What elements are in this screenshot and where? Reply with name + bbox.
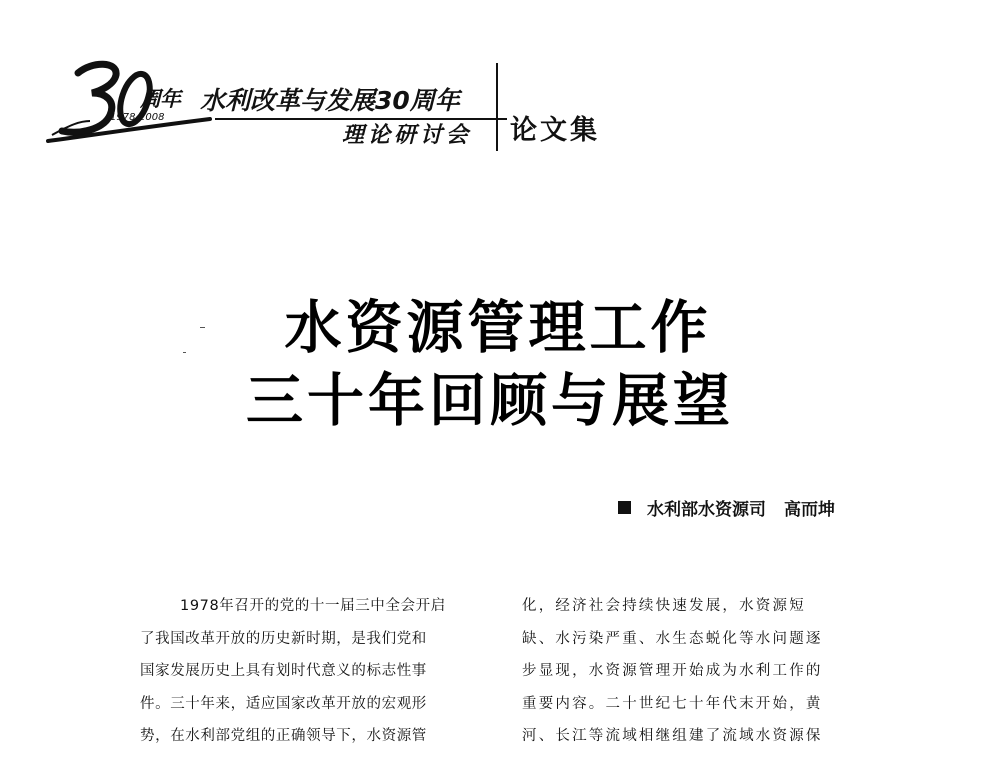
body-line: 件。三十年来，适应国家改革开放的宏观形 xyxy=(140,695,427,712)
conference-title: 水利改革与发展30周年 xyxy=(200,86,460,115)
author-byline xyxy=(618,495,835,520)
body-line: 重要内容。二十世纪七十年代末开始，黄 xyxy=(522,695,823,712)
logo-years: 1978-2008 xyxy=(110,112,165,123)
body-line: 了我国改革开放的历史新时期，是我们党和 xyxy=(140,630,427,647)
body-line: 1978年召开的党的十一届三中全会开启 xyxy=(180,598,446,614)
body-line: 缺、水污染严重、水生态蜕化等水问题逐 xyxy=(522,630,823,647)
logo-anniversary-text: 周年 xyxy=(140,86,180,111)
body-line: 步显现，水资源管理开始成为水利工作的 xyxy=(522,663,823,679)
body-column-right xyxy=(522,590,882,753)
anniversary-logo xyxy=(40,55,215,155)
body-line: 化，经济社会持续快速发展，水资源短 xyxy=(522,598,806,614)
body-line: 势，在水利部党组的正确领导下，水资源管 xyxy=(140,728,427,744)
collection-label: 论文集 xyxy=(510,115,600,146)
body-column-left xyxy=(140,590,500,753)
scan-speck xyxy=(200,327,205,328)
author-organization: 水利部水资源司 xyxy=(647,500,766,520)
running-header xyxy=(40,55,660,155)
byline-square-icon xyxy=(618,501,631,514)
scan-speck xyxy=(183,352,186,353)
article-title-line-1: 水资源管理工作 xyxy=(284,295,712,361)
body-line: 河、长江等流域相继组建了流域水资源保 xyxy=(522,728,823,744)
body-line: 国家发展历史上具有划时代意义的标志性事 xyxy=(140,663,427,679)
author-name: 高而坤 xyxy=(784,500,835,520)
conference-subtitle: 理论研讨会 xyxy=(342,123,473,148)
article-title-line-2: 三十年回顾与展望 xyxy=(246,368,734,434)
header-divider xyxy=(496,63,498,151)
